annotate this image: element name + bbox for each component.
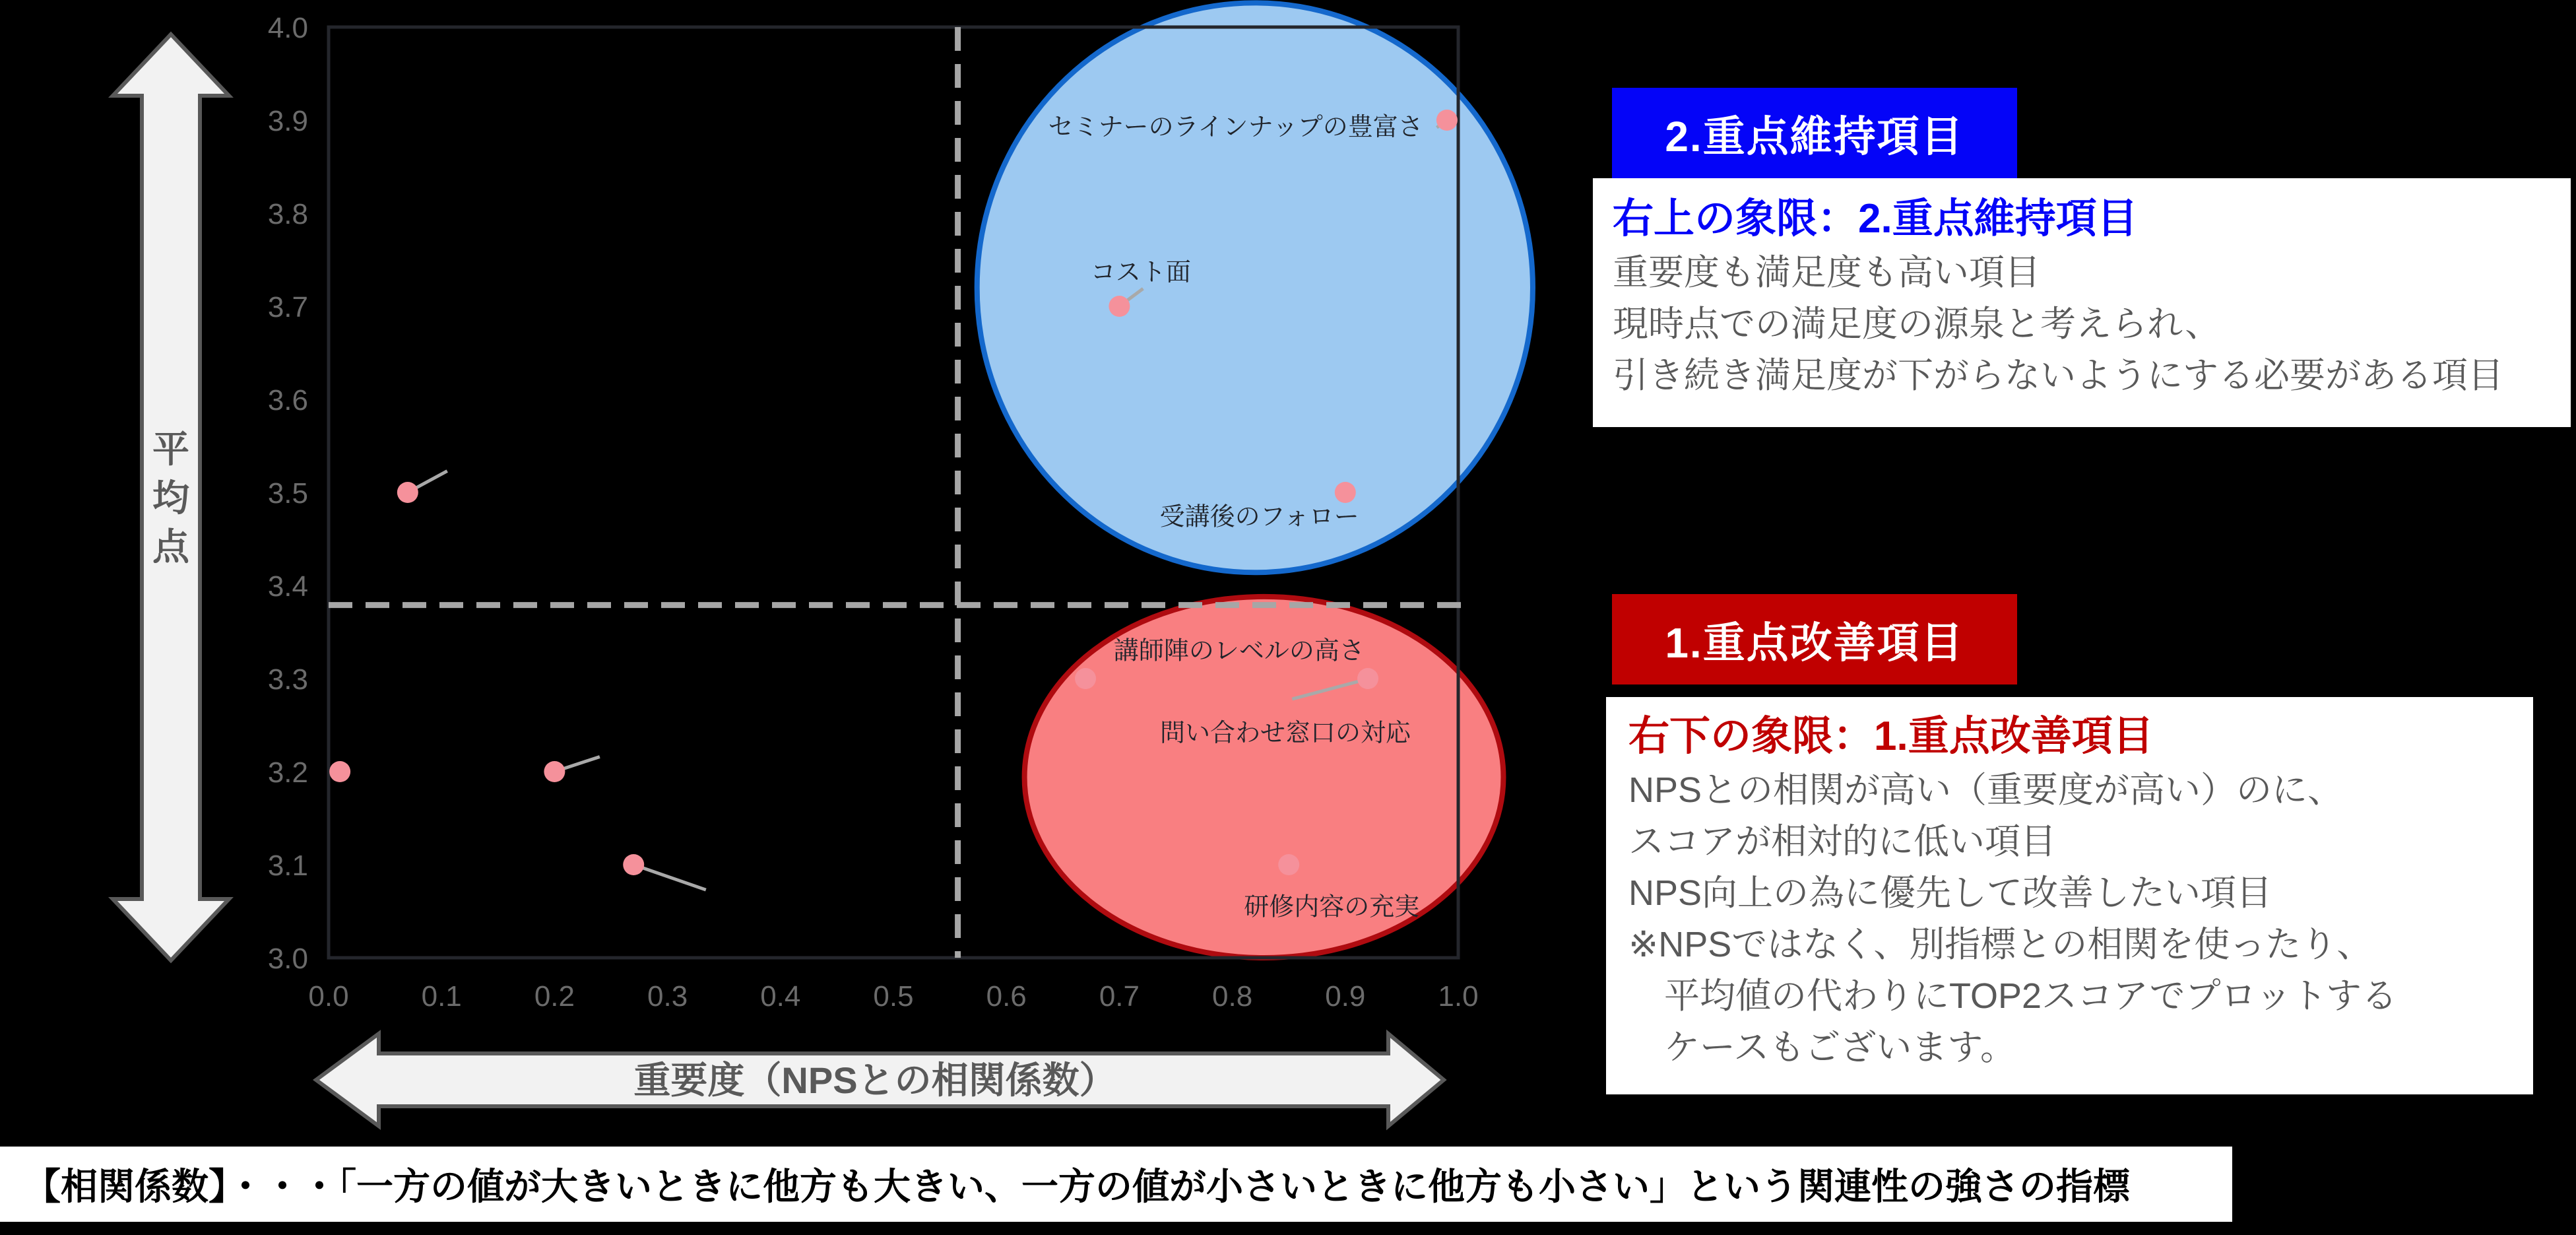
data-point (623, 854, 644, 875)
data-point (1357, 668, 1378, 689)
improve-panel-line: ※NPSではなく、別指標との相関を使ったり、 (1628, 925, 2373, 964)
y-axis-label (152, 428, 190, 568)
improve-panel-line: スコアが相対的に低い項目 (1628, 822, 2056, 861)
y-tick-label: 3.5 (267, 477, 308, 510)
x-tick-label: 1.0 (1438, 980, 1479, 1013)
correlation-coefficient-note: 【相関係数】・・・「一方の値が大きいときに他方も大きい、一方の値が小さいときに他方も小さい」という関連性の強さの指標 (0, 1147, 2232, 1222)
maintain-panel-line: 重要度も満足度も高い項目 (1613, 253, 2040, 292)
data-point (397, 482, 418, 503)
y-tick-label: 3.3 (267, 663, 308, 696)
x-tick-label: 0.0 (308, 980, 349, 1013)
improve-quadrant-panel (1606, 697, 2533, 1094)
data-point (1278, 854, 1299, 875)
y-axis-label-char: 平 (152, 428, 189, 470)
data-point (1335, 482, 1356, 503)
x-tick-label: 0.3 (647, 980, 688, 1013)
data-point (1109, 296, 1130, 317)
maintain-quadrant-panel (1593, 178, 2571, 427)
point-label: 研修内容の充実 (1244, 893, 1420, 921)
maintain-panel-line: 引き続き満足度が下がらないようにする必要がある項目 (1613, 356, 2503, 395)
improve-panel-line: NPSとの相関が高い（重要度が高い）のに、 (1628, 770, 2344, 810)
improve-panel-line: ケースもございます。 (1628, 1028, 2016, 1067)
data-point (1075, 668, 1096, 689)
point-label: セミナーのラインナップの豊富さ (1048, 113, 1423, 141)
point-label: 講師陣のレベルの高さ (1113, 637, 1365, 665)
x-tick-label: 0.5 (873, 980, 914, 1013)
y-axis-label-char: 均 (152, 477, 189, 519)
y-tick-label: 3.4 (267, 570, 308, 603)
data-point (544, 761, 565, 782)
improve-panel-line: NPS向上の為に優先して改善したい項目 (1628, 873, 2272, 913)
x-tick-label: 0.7 (1099, 980, 1140, 1013)
x-tick-label: 0.6 (986, 980, 1027, 1013)
y-tick-label: 3.0 (267, 943, 308, 975)
maintain-quadrant-badge: 2.重点維持項目 (1612, 88, 2017, 178)
data-point (1436, 110, 1458, 131)
point-label: 受講後のフォロー (1159, 503, 1359, 531)
y-tick-label: 3.9 (267, 105, 308, 137)
x-tick-label: 0.9 (1325, 980, 1366, 1013)
x-tick-label: 0.4 (760, 980, 801, 1013)
improve-panel-line: 平均値の代わりにTOP2スコアでプロットする (1628, 976, 2397, 1016)
point-label: 問い合わせ窓口の対応 (1160, 719, 1411, 747)
improve-panel-heading: 右下の象限：1.重点改善項目 (1628, 714, 2154, 759)
group-ellipse-blue (977, 3, 1533, 572)
improve-quadrant-badge: 1.重点改善項目 (1612, 594, 2017, 684)
x-tick-label: 0.8 (1212, 980, 1253, 1013)
y-tick-label: 3.7 (267, 291, 308, 323)
y-tick-label: 3.2 (267, 756, 308, 789)
quadrant-highlight-ellipses (977, 3, 1533, 958)
point-label: コスト面 (1090, 258, 1191, 286)
x-axis-label: 重要度（NPSとの相関係数） (633, 1059, 1116, 1101)
leader-line (633, 865, 706, 890)
y-tick-label: 4.0 (267, 12, 308, 44)
maintain-panel-heading: 右上の象限：2.重点維持項目 (1613, 196, 2138, 242)
y-tick-label: 3.6 (267, 384, 308, 417)
y-tick-label: 3.1 (267, 850, 308, 882)
data-point (329, 761, 350, 782)
y-axis-label-char: 点 (152, 526, 189, 568)
x-tick-label: 0.2 (534, 980, 575, 1013)
maintain-panel-line: 現時点での満足度の源泉と考えられ、 (1613, 304, 2221, 344)
x-tick-label: 0.1 (421, 980, 462, 1013)
y-tick-label: 3.8 (267, 198, 308, 230)
